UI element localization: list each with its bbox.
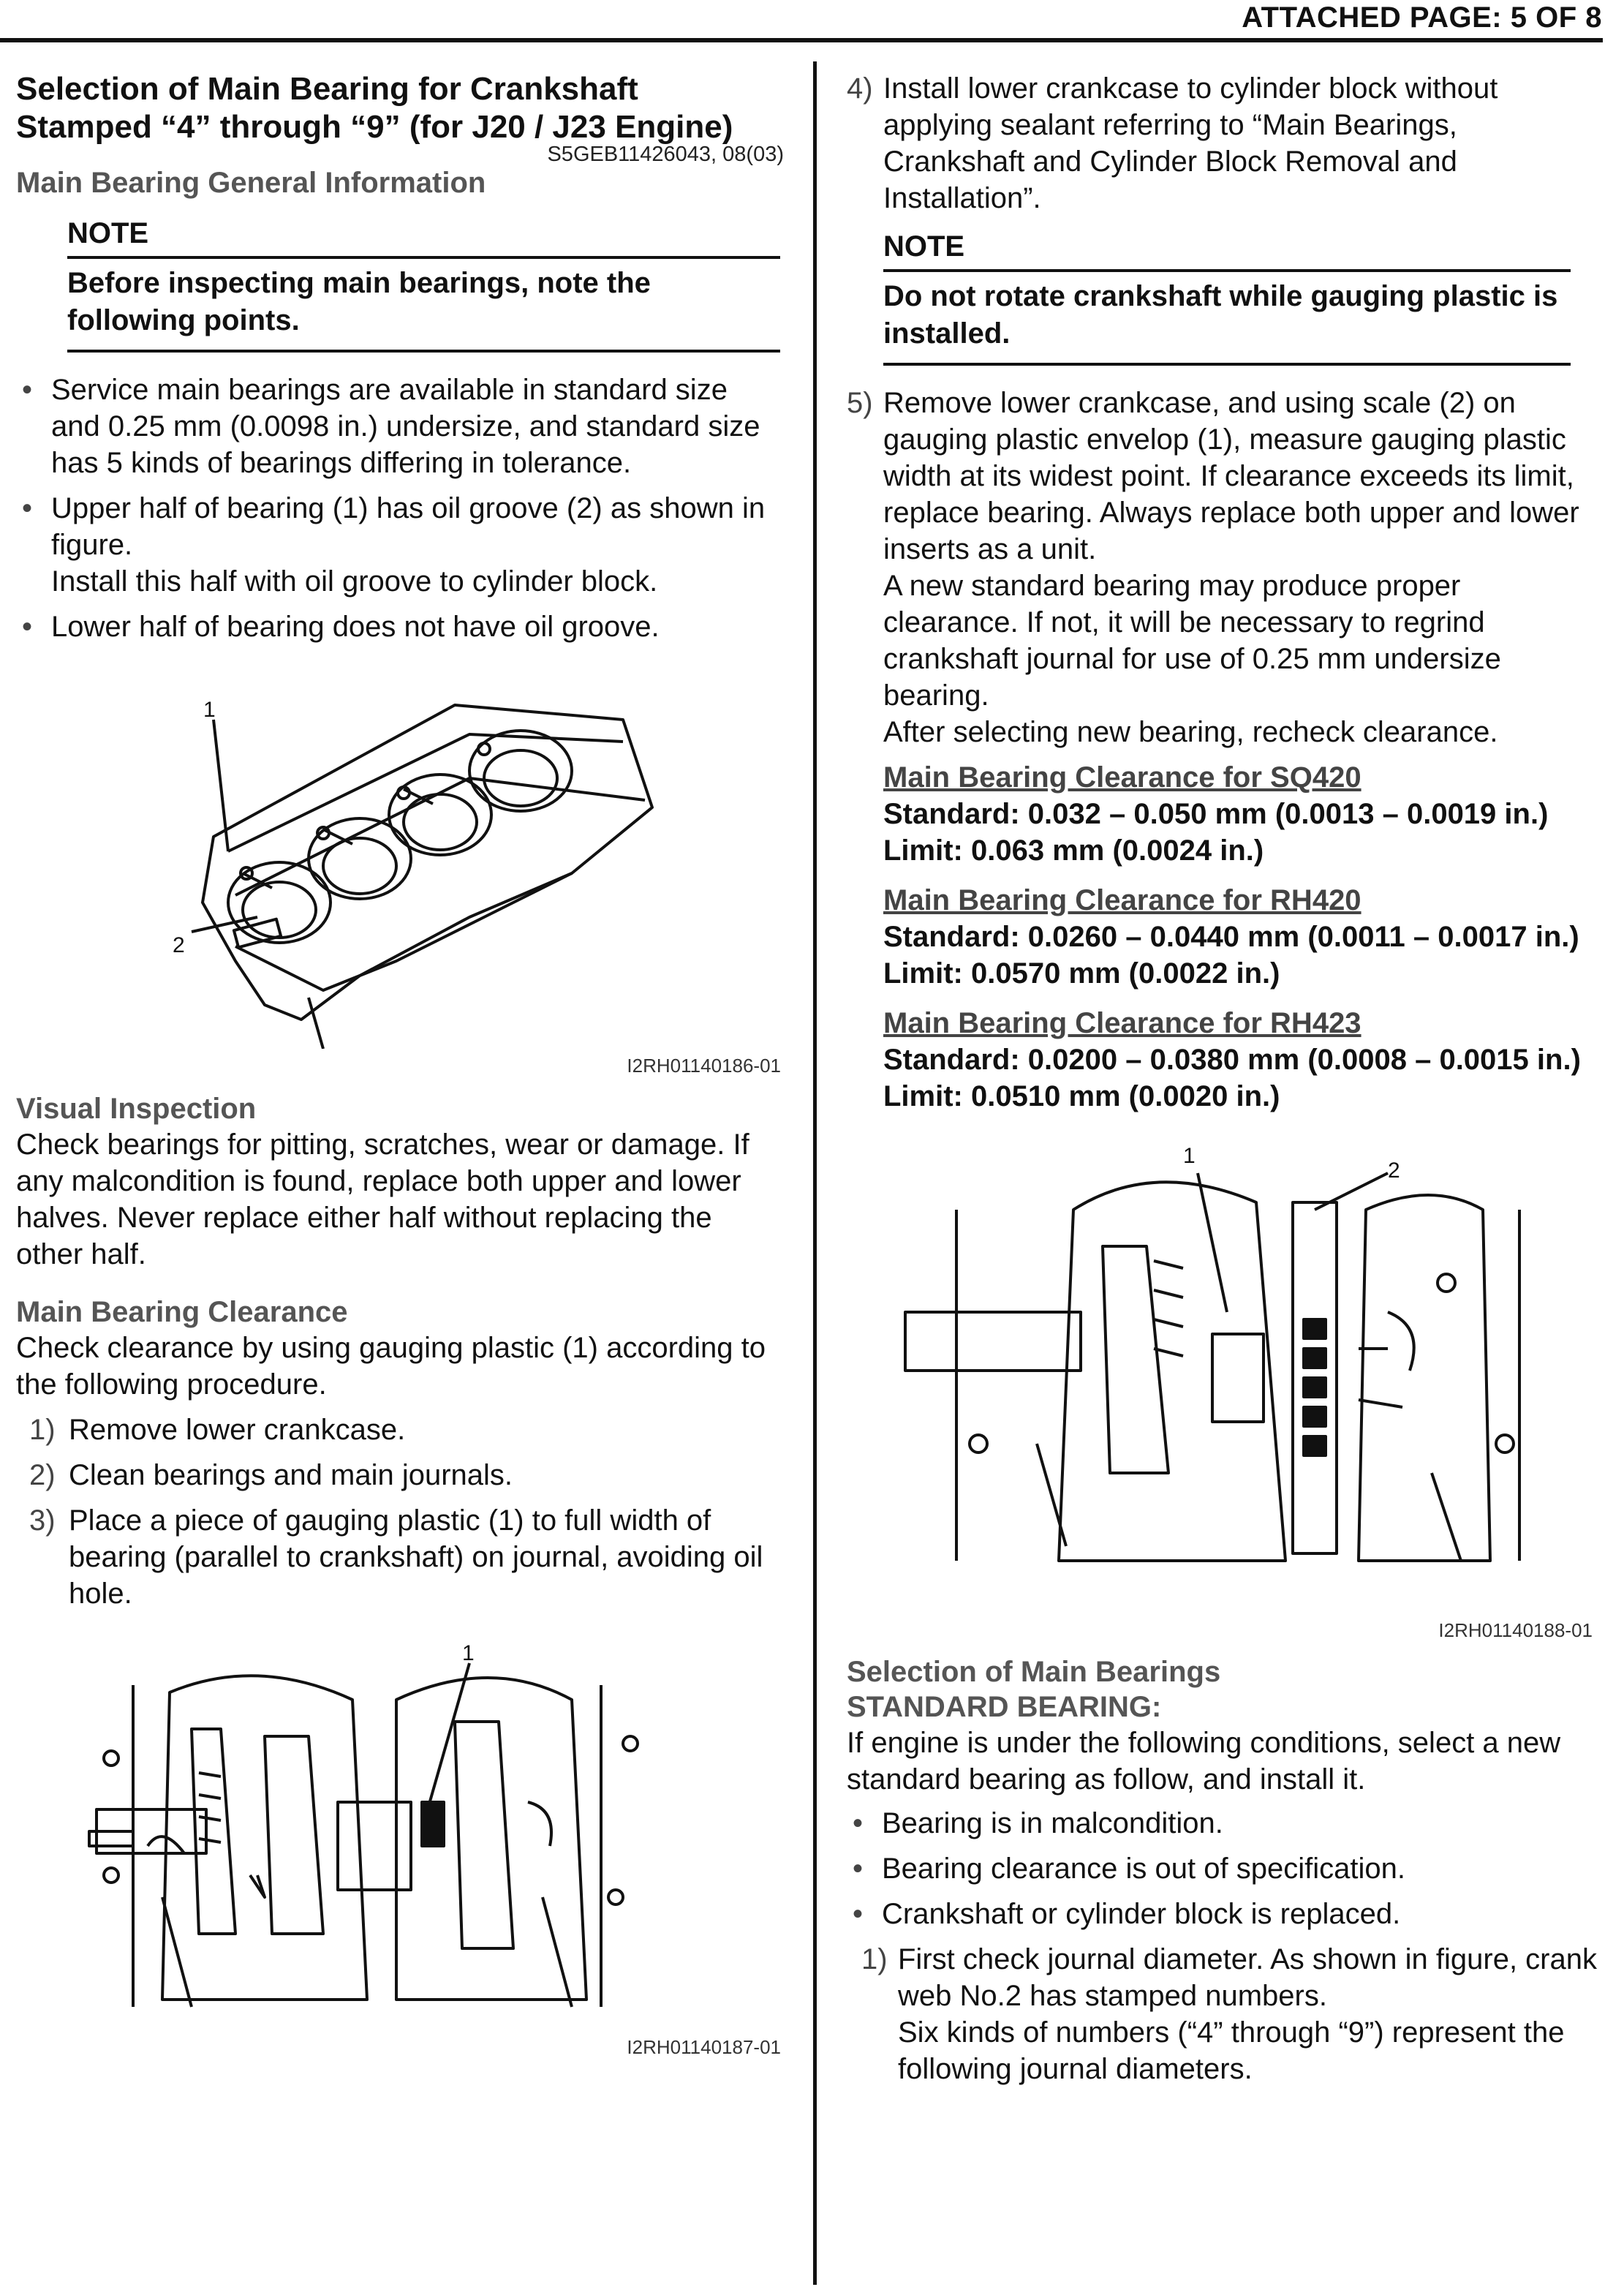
figure-cylinder-block	[16, 654, 784, 1085]
section-code: S5GEB11426043, 08(03)	[547, 143, 784, 166]
note-title: NOTE	[883, 230, 1571, 272]
note-title: NOTE	[67, 216, 780, 259]
info-bullet-list	[16, 372, 784, 645]
figure-code: I2RH01140187-01	[627, 2036, 781, 2058]
callout-1: 1	[1183, 1144, 1196, 1168]
note-body: Do not rotate crankshaft while gauging plastic is installed.	[883, 272, 1571, 366]
callout-1: 1	[203, 698, 216, 722]
list-item: 2) Clean bearings and main journals.	[29, 1459, 513, 1491]
cylinder-block-drawing	[16, 654, 784, 1049]
list-item: 3) Place a piece of gauging plastic (1) to full width of bearing (parallel to crankshaft) on journal, avoiding oil hole.	[29, 1504, 763, 1610]
callout-1: 1	[462, 1641, 475, 1665]
spec-rh420: Main Bearing Clearance for RH420 Standard: 0.0260 – 0.0440 mm (0.0011 – 0.0017 in.) Limit: 0.0570 mm (0.0022 in.)	[883, 884, 1579, 990]
list-item: • Crankshaft or cylinder block is replaced.	[847, 1896, 1600, 1932]
selection-heading: Selection of Main Bearings	[847, 1656, 1221, 1688]
visual-inspection-heading: Visual Inspection	[16, 1093, 257, 1125]
selection-text: If engine is under the following conditions, select a new standard bearing as follow, and install it.	[847, 1727, 1561, 1796]
list-item: • Service main bearings are available in standard size and 0.25 mm (0.0098 in.) undersize, and standard size has 5 kinds of bearings differing in tolerance.	[16, 372, 784, 481]
clearance-heading: Main Bearing Clearance	[16, 1296, 348, 1328]
note-body: Before inspecting main bearings, note the following points.	[67, 259, 780, 353]
right-column	[847, 70, 1600, 2096]
figure-gauging-plastic	[16, 1641, 784, 2065]
list-item: • Upper half of bearing (1) has oil groove (2) as shown in figure. Install this half with oil groove to cylinder block.	[16, 490, 784, 600]
spec-sq420: Main Bearing Clearance for SQ420 Standard: 0.032 – 0.050 mm (0.0013 – 0.0019 in.) Limit: 0.063 mm (0.0024 in.)	[883, 761, 1549, 867]
figure-code: I2RH01140188-01	[1438, 1619, 1593, 1641]
standard-bearing-heading: STANDARD BEARING:	[847, 1691, 1162, 1723]
procedure-steps	[16, 1412, 784, 1612]
procedure-step-5	[847, 385, 1600, 750]
list-item: 5) Remove lower crankcase, and using scale (2) on gauging plastic envelop (1), measure gauging plastic width at its widest point. If clearance exceeds its limit, replace bearing. Always replace both upper and lower inserts as a unit. A new standard bearing may produce proper clearance. If not, it will be necessary to regrind crankshaft journal for use of 0.25 mm undersize bearing. After selecting new bearing, recheck clearance.	[847, 387, 1579, 748]
gauge-scale-drawing	[847, 1166, 1600, 1619]
callout-2: 2	[1388, 1158, 1400, 1183]
general-info-heading: Main Bearing General Information	[16, 167, 486, 199]
section-title: Selection of Main Bearing for Crankshaft Stamped “4” through “9” (for J20 / J23 Engine)	[16, 71, 733, 145]
procedure-step-4	[847, 70, 1600, 216]
list-item: 1) Remove lower crankcase.	[29, 1414, 406, 1446]
left-column	[16, 70, 784, 2065]
note-box-2	[883, 230, 1571, 366]
list-item: • Bearing is in malcondition.	[847, 1805, 1600, 1842]
note-box-1	[67, 216, 780, 353]
list-item: 4) Install lower crankcase to cylinder block without applying sealant referring to “Main Bearings, Crankshaft and Cylinder Block Removal and Installation”.	[847, 72, 1498, 214]
crankshaft-drawing	[16, 1656, 784, 2036]
figure-gauge-scale	[847, 1137, 1600, 1649]
header-rule	[0, 38, 1603, 42]
column-divider	[813, 61, 817, 2285]
list-item: • Lower half of bearing does not have oil groove.	[16, 609, 784, 645]
page-number-label: ATTACHED PAGE: 5 OF 8	[1242, 1, 1602, 34]
conditions-list	[847, 1805, 1600, 1932]
callout-2: 2	[173, 933, 185, 957]
spec-rh423: Main Bearing Clearance for RH423 Standard: 0.0200 – 0.0380 mm (0.0008 – 0.0015 in.) Limit: 0.0510 mm (0.0020 in.)	[883, 1007, 1581, 1112]
figure-code: I2RH01140186-01	[627, 1055, 781, 1077]
list-item: 1) First check journal diameter. As shown in figure, crank web No.2 has stamped numbers. Six kinds of numbers (“4” through “9”) represent the following journal diameters.	[861, 1943, 1597, 2085]
clearance-text: Check clearance by using gauging plastic (1) according to the following procedure.	[16, 1332, 766, 1401]
visual-inspection-text: Check bearings for pitting, scratches, wear or damage. If any malcondition is found, replace both upper and lower halves. Never replace either half without replacing the other half.	[16, 1129, 749, 1270]
procedure-step-1	[847, 1941, 1600, 2087]
list-item: • Bearing clearance is out of specification.	[847, 1850, 1600, 1887]
